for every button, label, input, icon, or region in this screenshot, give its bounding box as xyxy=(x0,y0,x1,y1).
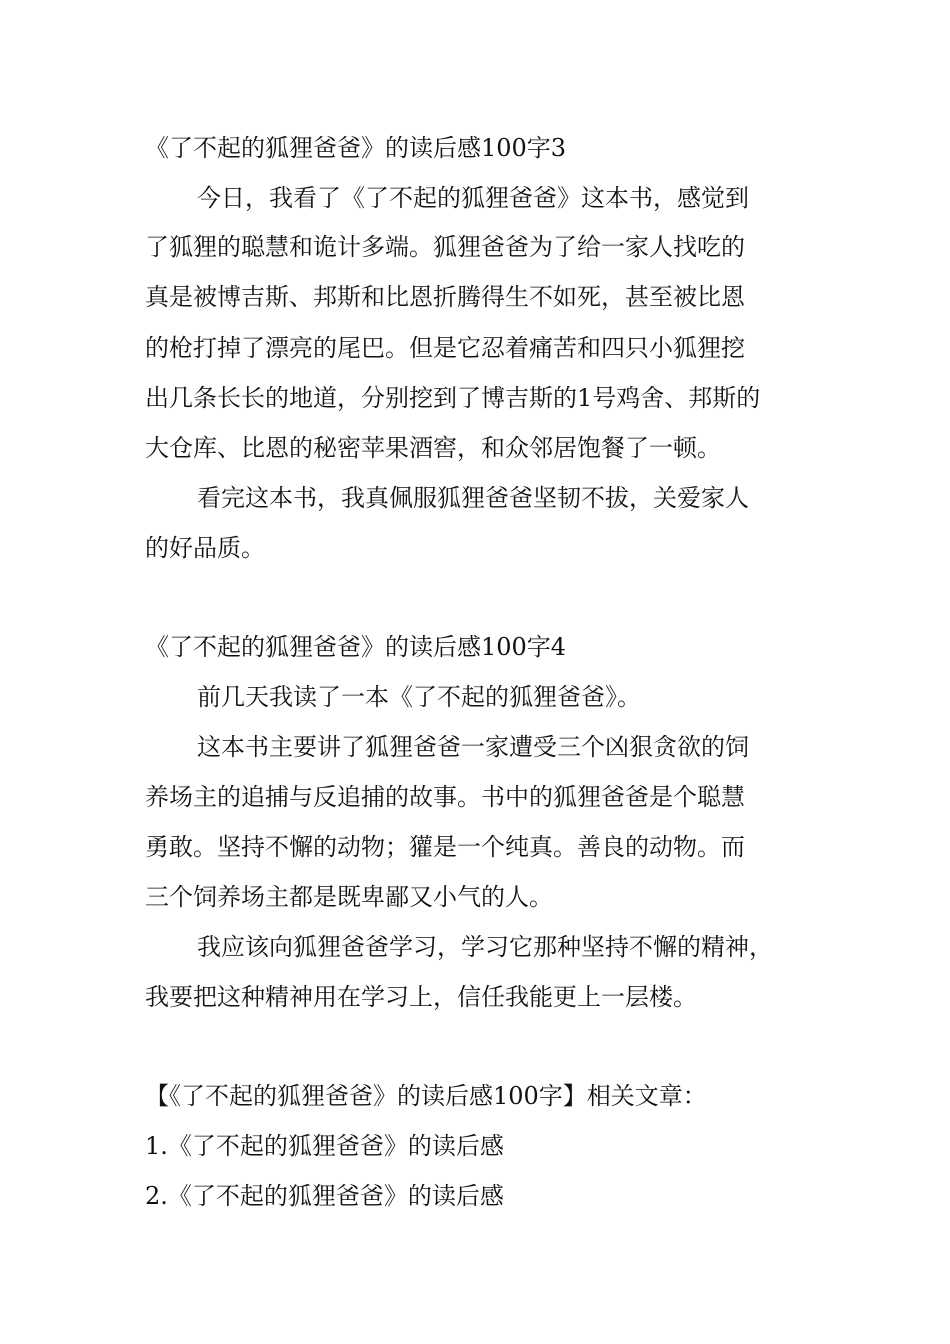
section-3-title: 《了不起的狐狸爸爸》的读后感100字3 xyxy=(145,134,567,162)
section-3-para-1-line: 的枪打掉了漂亮的尾巴。但是它忍着痛苦和四只小狐狸挖 xyxy=(145,334,745,362)
section-3-para-1-line: 今日，我看了《了不起的狐狸爸爸》这本书，感觉到 xyxy=(197,184,749,212)
section-4-para-3-line: 我应该向狐狸爸爸学习，学习它那种坚持不懈的精神， xyxy=(197,933,773,961)
related-articles-heading: 【《了不起的狐狸爸爸》的读后感100字】相关文章： xyxy=(145,1082,707,1110)
section-4-para-2-line: 三个饲养场主都是既卑鄙又小气的人。 xyxy=(145,883,553,911)
section-4-para-2-line: 这本书主要讲了狐狸爸爸一家遭受三个凶狠贪欲的饲 xyxy=(197,733,749,761)
section-3-para-1-line: 真是被博吉斯、邦斯和比恩折腾得生不如死，甚至被比恩 xyxy=(145,283,745,311)
related-article-link[interactable]: 1.《了不起的狐狸爸爸》的读后感 xyxy=(145,1132,504,1160)
section-3-para-1-line: 出几条长长的地道，分别挖到了博吉斯的1号鸡舍、邦斯的 xyxy=(145,384,761,412)
section-3-para-1-line: 了狐狸的聪慧和诡计多端。狐狸爸爸为了给一家人找吃的 xyxy=(145,233,745,261)
section-3-para-1-line: 大仓库、比恩的秘密苹果酒窖，和众邻居饱餐了一顿。 xyxy=(145,434,721,462)
section-4-para-1-line: 前几天我读了一本《了不起的狐狸爸爸》。 xyxy=(197,683,641,711)
section-4-para-3-line: 我要把这种精神用在学习上，信任我能更上一层楼。 xyxy=(145,983,697,1011)
section-4-para-2-line: 勇敢。坚持不懈的动物；獾是一个纯真。善良的动物。而 xyxy=(145,833,745,861)
section-3-para-2-line: 的好品质。 xyxy=(145,534,265,562)
section-4-title: 《了不起的狐狸爸爸》的读后感100字4 xyxy=(145,633,567,661)
section-4-para-2-line: 养场主的追捕与反追捕的故事。书中的狐狸爸爸是个聪慧 xyxy=(145,783,745,811)
related-article-link[interactable]: 2.《了不起的狐狸爸爸》的读后感 xyxy=(145,1182,504,1210)
section-3-para-2-line: 看完这本书，我真佩服狐狸爸爸坚韧不拔，关爱家人 xyxy=(197,484,749,512)
